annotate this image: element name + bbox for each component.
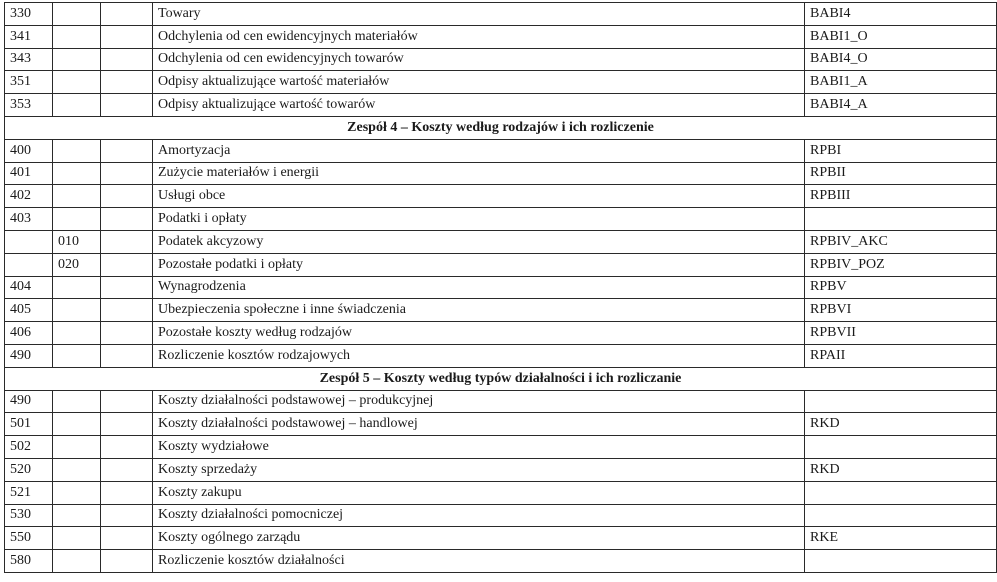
account-number-cell: 580 xyxy=(5,550,53,573)
spacer-cell xyxy=(101,230,153,253)
symbol-cell xyxy=(805,481,997,504)
account-name-cell: Rozliczenie kosztów rodzajowych xyxy=(153,344,805,367)
account-name-cell: Pozostałe podatki i opłaty xyxy=(153,253,805,276)
table-row xyxy=(5,527,997,550)
sub-account-cell xyxy=(53,71,101,94)
account-name-cell: Koszty działalności pomocniczej xyxy=(153,504,805,527)
account-number-cell: 341 xyxy=(5,25,53,48)
account-number-cell: 521 xyxy=(5,481,53,504)
account-name-cell: Koszty działalności podstawowej – handlowej xyxy=(153,413,805,436)
table-row xyxy=(5,162,997,185)
sub-account-cell xyxy=(53,413,101,436)
spacer-cell xyxy=(101,299,153,322)
account-number-cell: 501 xyxy=(5,413,53,436)
spacer-cell xyxy=(101,504,153,527)
account-name-cell: Usługi obce xyxy=(153,185,805,208)
account-name-cell: Koszty sprzedaży xyxy=(153,458,805,481)
symbol-cell: RPAII xyxy=(805,344,997,367)
section-header: Zespół 4 – Koszty według rodzajów i ich rozliczenie xyxy=(5,116,997,139)
accounts-table-body xyxy=(5,3,997,573)
spacer-cell xyxy=(101,253,153,276)
sub-account-cell xyxy=(53,390,101,413)
sub-account-cell xyxy=(53,550,101,573)
account-name-cell: Odpisy aktualizujące wartość materiałów xyxy=(153,71,805,94)
account-name-cell: Podatki i opłaty xyxy=(153,208,805,231)
section-header-row xyxy=(5,367,997,390)
symbol-cell: BABI1_A xyxy=(805,71,997,94)
sub-account-cell xyxy=(53,208,101,231)
account-number-cell: 330 xyxy=(5,3,53,26)
sub-account-cell xyxy=(53,48,101,71)
symbol-cell xyxy=(805,208,997,231)
table-row xyxy=(5,3,997,26)
account-number-cell: 343 xyxy=(5,48,53,71)
symbol-cell: BABI4 xyxy=(805,3,997,26)
table-row xyxy=(5,413,997,436)
section-header: Zespół 5 – Koszty według typów działalności i ich rozliczanie xyxy=(5,367,997,390)
symbol-cell: RKE xyxy=(805,527,997,550)
table-row xyxy=(5,550,997,573)
account-number-cell xyxy=(5,253,53,276)
symbol-cell: RPBIII xyxy=(805,185,997,208)
account-number-cell: 502 xyxy=(5,436,53,459)
symbol-cell: BABI4_A xyxy=(805,94,997,117)
table-row xyxy=(5,504,997,527)
account-name-cell: Odchylenia od cen ewidencyjnych materiałów xyxy=(153,25,805,48)
account-number-cell: 400 xyxy=(5,139,53,162)
sub-account-cell xyxy=(53,458,101,481)
sub-account-cell xyxy=(53,3,101,26)
account-number-cell: 405 xyxy=(5,299,53,322)
symbol-cell: BABI4_O xyxy=(805,48,997,71)
sub-account-cell xyxy=(53,276,101,299)
sub-account-cell xyxy=(53,344,101,367)
symbol-cell: RPBI xyxy=(805,139,997,162)
symbol-cell: RPBVII xyxy=(805,322,997,345)
account-name-cell: Wynagrodzenia xyxy=(153,276,805,299)
symbol-cell: RKD xyxy=(805,458,997,481)
symbol-cell xyxy=(805,550,997,573)
table-row xyxy=(5,299,997,322)
accounts-table xyxy=(4,2,997,573)
spacer-cell xyxy=(101,527,153,550)
account-number-cell: 351 xyxy=(5,71,53,94)
account-name-cell: Koszty zakupu xyxy=(153,481,805,504)
sub-account-cell xyxy=(53,299,101,322)
spacer-cell xyxy=(101,413,153,436)
table-row xyxy=(5,344,997,367)
account-number-cell xyxy=(5,230,53,253)
account-number-cell: 403 xyxy=(5,208,53,231)
account-name-cell: Podatek akcyzowy xyxy=(153,230,805,253)
sub-account-cell xyxy=(53,527,101,550)
account-name-cell: Ubezpieczenia społeczne i inne świadczenia xyxy=(153,299,805,322)
account-number-cell: 490 xyxy=(5,390,53,413)
table-row xyxy=(5,458,997,481)
table-row xyxy=(5,208,997,231)
account-number-cell: 353 xyxy=(5,94,53,117)
chart-of-accounts-document xyxy=(4,2,996,573)
spacer-cell xyxy=(101,276,153,299)
account-number-cell: 404 xyxy=(5,276,53,299)
table-row xyxy=(5,322,997,345)
account-name-cell: Amortyzacja xyxy=(153,139,805,162)
account-number-cell: 401 xyxy=(5,162,53,185)
sub-account-cell xyxy=(53,322,101,345)
table-row xyxy=(5,71,997,94)
spacer-cell xyxy=(101,436,153,459)
account-name-cell: Rozliczenie kosztów działalności xyxy=(153,550,805,573)
account-name-cell: Odchylenia od cen ewidencyjnych towarów xyxy=(153,48,805,71)
table-row xyxy=(5,94,997,117)
spacer-cell xyxy=(101,390,153,413)
account-number-cell: 520 xyxy=(5,458,53,481)
spacer-cell xyxy=(101,458,153,481)
account-number-cell: 406 xyxy=(5,322,53,345)
spacer-cell xyxy=(101,94,153,117)
symbol-cell: RKD xyxy=(805,413,997,436)
sub-account-cell xyxy=(53,139,101,162)
table-row xyxy=(5,481,997,504)
spacer-cell xyxy=(101,185,153,208)
table-row xyxy=(5,139,997,162)
symbol-cell: BABI1_O xyxy=(805,25,997,48)
spacer-cell xyxy=(101,71,153,94)
spacer-cell xyxy=(101,25,153,48)
symbol-cell xyxy=(805,390,997,413)
symbol-cell: RPBII xyxy=(805,162,997,185)
spacer-cell xyxy=(101,550,153,573)
sub-account-cell xyxy=(53,436,101,459)
sub-account-cell xyxy=(53,504,101,527)
table-row xyxy=(5,25,997,48)
table-row xyxy=(5,276,997,299)
spacer-cell xyxy=(101,344,153,367)
table-row xyxy=(5,253,997,276)
spacer-cell xyxy=(101,3,153,26)
symbol-cell: RPBVI xyxy=(805,299,997,322)
spacer-cell xyxy=(101,48,153,71)
sub-account-cell: 020 xyxy=(53,253,101,276)
spacer-cell xyxy=(101,322,153,345)
account-name-cell: Koszty działalności podstawowej – produkcyjnej xyxy=(153,390,805,413)
table-row xyxy=(5,390,997,413)
table-row xyxy=(5,436,997,459)
symbol-cell: RPBV xyxy=(805,276,997,299)
table-row xyxy=(5,185,997,208)
section-header-row xyxy=(5,116,997,139)
spacer-cell xyxy=(101,139,153,162)
account-number-cell: 550 xyxy=(5,527,53,550)
account-name-cell: Odpisy aktualizujące wartość towarów xyxy=(153,94,805,117)
sub-account-cell xyxy=(53,185,101,208)
symbol-cell xyxy=(805,504,997,527)
sub-account-cell: 010 xyxy=(53,230,101,253)
symbol-cell: RPBIV_AKC xyxy=(805,230,997,253)
symbol-cell xyxy=(805,436,997,459)
symbol-cell: RPBIV_POZ xyxy=(805,253,997,276)
account-name-cell: Koszty ogólnego zarządu xyxy=(153,527,805,550)
account-name-cell: Towary xyxy=(153,3,805,26)
account-name-cell: Zużycie materiałów i energii xyxy=(153,162,805,185)
spacer-cell xyxy=(101,162,153,185)
sub-account-cell xyxy=(53,481,101,504)
account-number-cell: 490 xyxy=(5,344,53,367)
sub-account-cell xyxy=(53,162,101,185)
account-number-cell: 402 xyxy=(5,185,53,208)
table-row xyxy=(5,230,997,253)
account-name-cell: Koszty wydziałowe xyxy=(153,436,805,459)
table-row xyxy=(5,48,997,71)
spacer-cell xyxy=(101,208,153,231)
account-name-cell: Pozostałe koszty według rodzajów xyxy=(153,322,805,345)
sub-account-cell xyxy=(53,25,101,48)
spacer-cell xyxy=(101,481,153,504)
account-number-cell: 530 xyxy=(5,504,53,527)
sub-account-cell xyxy=(53,94,101,117)
